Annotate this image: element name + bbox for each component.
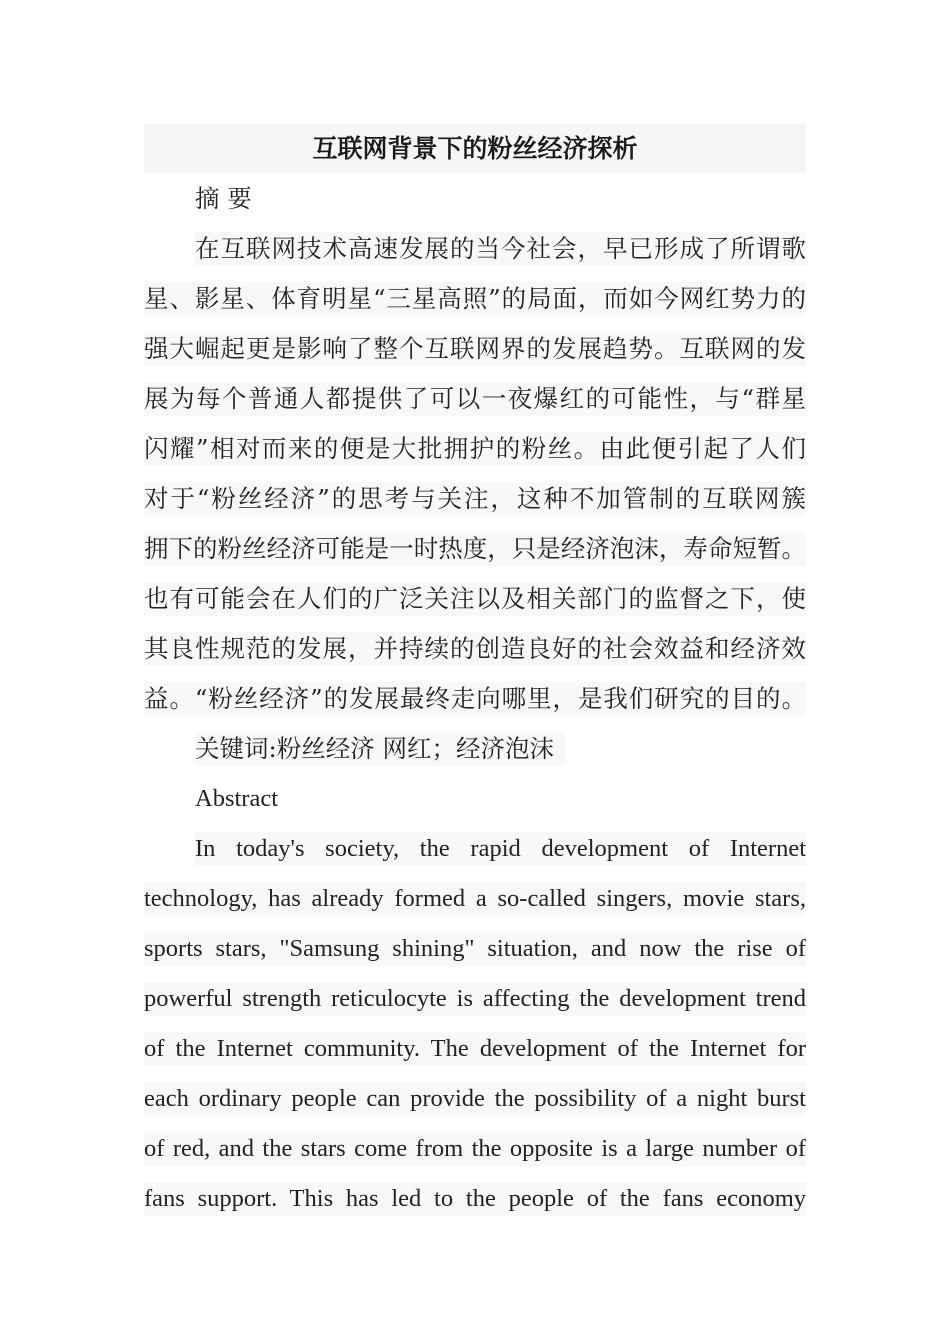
abstract-en-line: sports stars, "Samsung shining" situation, and now the rise of — [144, 932, 806, 966]
abstract-cn-line: 闪耀”相对而来的便是大批拥护的粉丝。由此便引起了人们 — [144, 432, 806, 466]
abstract-cn-line: 对于“粉丝经济”的思考与关注，这种不加管制的互联网簇 — [144, 482, 806, 516]
abstract-heading-cn: 摘 要 — [195, 184, 252, 213]
abstract-en-line: each ordinary people can provide the possibility of a night burst — [144, 1082, 806, 1116]
abstract-cn-line: 强大崛起更是影响了整个互联网界的发展趋势。互联网的发 — [144, 332, 806, 366]
abstract-cn-line: 也有可能会在人们的广泛关注以及相关部门的监督之下，使 — [144, 582, 806, 616]
abstract-cn-line: 展为每个普通人都提供了可以一夜爆红的可能性，与“群星 — [144, 382, 806, 416]
abstract-en-line: of red, and the stars come from the opposite is a large number of — [144, 1132, 806, 1166]
abstract-en-line: In today's society, the rapid development of Internet — [195, 832, 806, 866]
abstract-cn-line: 其良性规范的发展，并持续的创造良好的社会效益和经济效 — [144, 632, 806, 666]
keywords-cn: 关键词:粉丝经济 网红；经济泡沫 — [195, 732, 565, 766]
abstract-cn-line: 拥下的粉丝经济可能是一时热度，只是经济泡沫，寿命短暂。 — [144, 532, 806, 566]
abstract-en-line: powerful strength reticulocyte is affecting the development trend — [144, 982, 806, 1016]
abstract-en-line: of the Internet community. The development of the Internet for — [144, 1032, 806, 1066]
document-title: 互联网背景下的粉丝经济探析 — [144, 124, 806, 173]
abstract-cn-line: 在互联网技术高速发展的当今社会，早已形成了所谓歌 — [195, 232, 806, 266]
abstract-heading-en: Abstract — [195, 785, 278, 812]
abstract-cn-line: 星、影星、体育明星“三星高照”的局面，而如今网红势力的 — [144, 282, 806, 316]
abstract-cn-line: 益。“粉丝经济”的发展最终走向哪里，是我们研究的目的。 — [144, 682, 806, 716]
abstract-en-line: fans support. This has led to the people of the fans economy — [144, 1182, 806, 1216]
abstract-en-line: technology, has already formed a so-called singers, movie stars, — [144, 882, 806, 916]
